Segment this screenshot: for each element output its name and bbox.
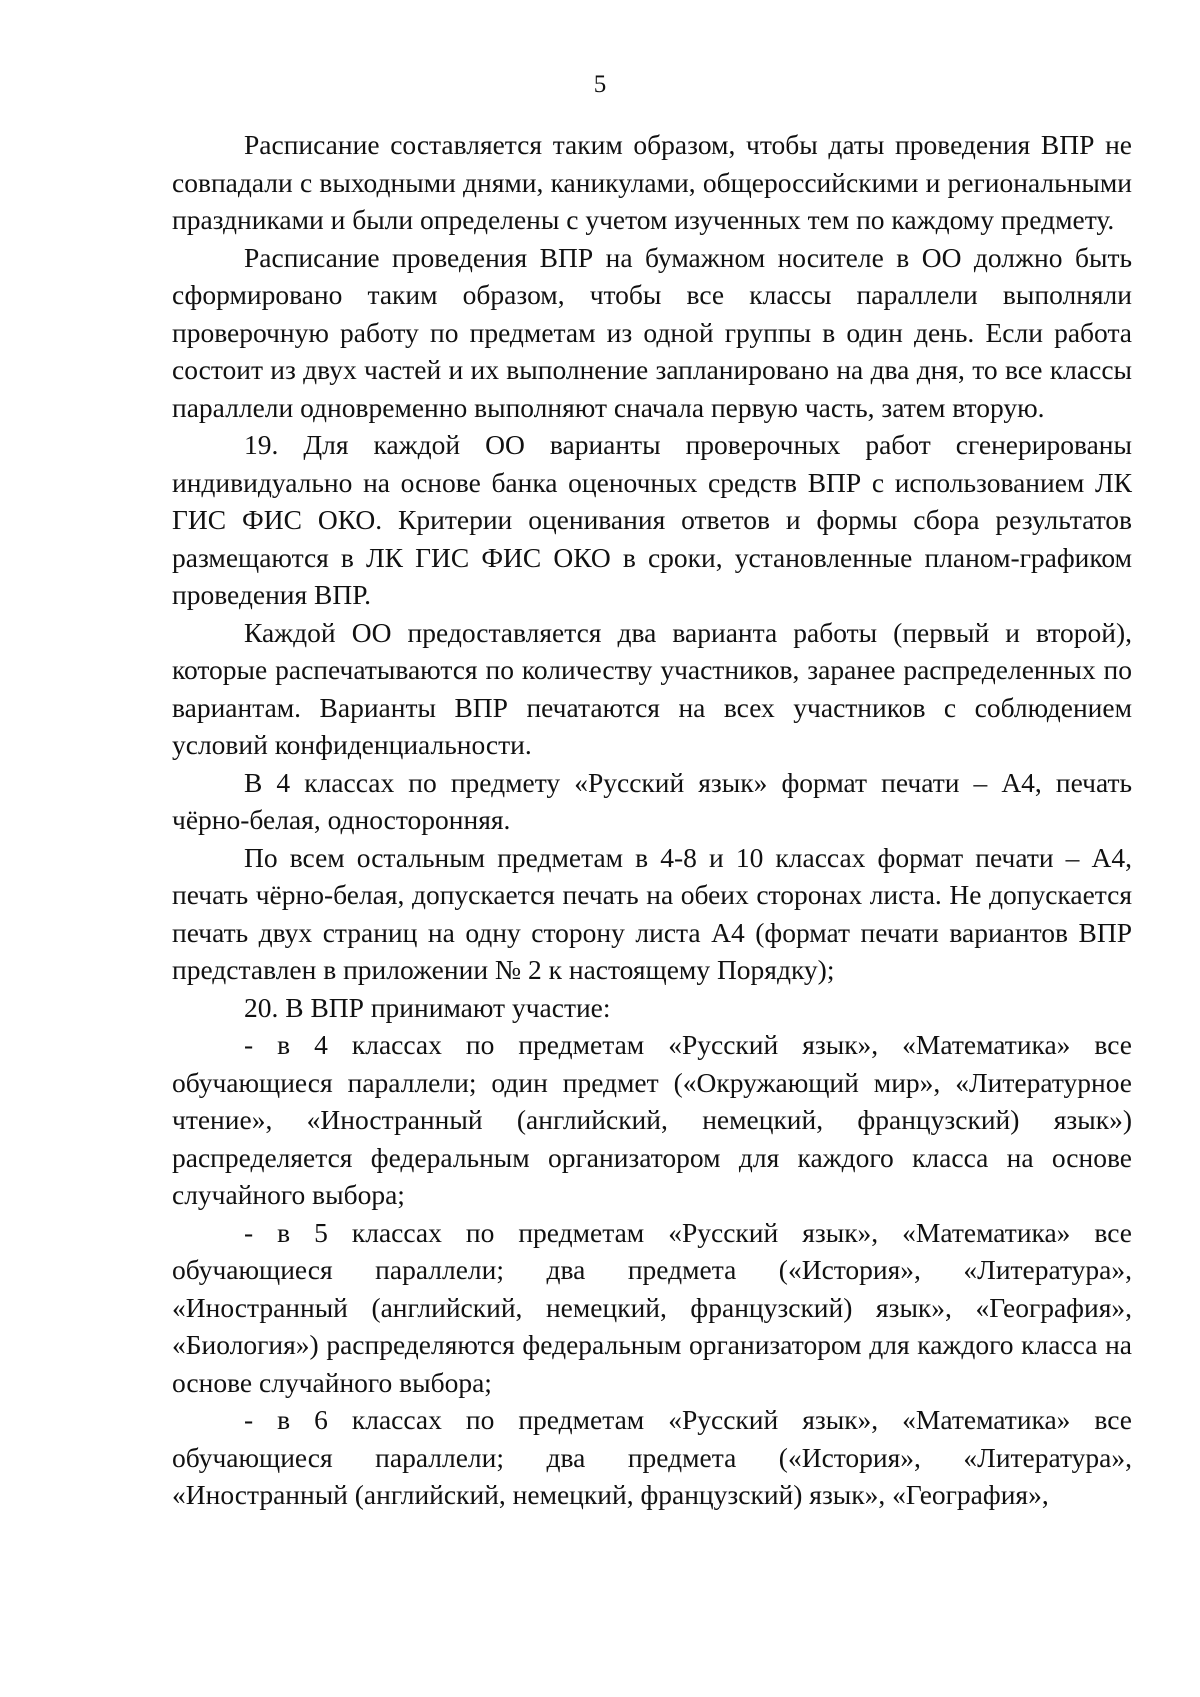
list-item-grade-4: - в 4 классах по предметам «Русский язык», «Математика» все обучающиеся параллели; один предмет («Окружающий мир», «Литературное чтение», «Иностранный (английский, немецкий, французский) язык») распределяется федеральным организатором для каждого класса на основе случайного выбора;: [172, 1029, 1132, 1210]
paragraph-item-19: 19. Для каждой ОО варианты проверочных работ сгенерированы индивидуально на основе банка оценочных средств ВПР с использованием ЛК ГИС ФИС ОКО. Критерии оценивания ответов и формы сбора результатов размещаются в ЛК ГИС ФИС ОКО в сроки, установленные планом-графиком проведения ВПР.: [172, 429, 1132, 610]
list-item-grade-5: - в 5 классах по предметам «Русский язык», «Математика» все обучающиеся параллели; два предмета («История», «Литература», «Иностранный (английский, немецкий, французский) язык», «География», «Биология») распределяются федеральным организатором для каждого класса на основе случайного выбора;: [172, 1216, 1132, 1398]
document-body: [172, 126, 1132, 1514]
paragraph-print-other: По всем остальным предметам в 4-8 и 10 классах формат печати – А4, печать чёрно-белая, допускается печать на обеих сторонах листа. Не допускается печать двух страниц на одну сторону листа А4 (формат печати вариантов ВПР представлен в приложении № 2 к настоящему Порядку);: [172, 841, 1132, 985]
paragraph-print-grade-4: В 4 классах по предмету «Русский язык» формат печати – А4, печать чёрно-белая, односторонняя.: [172, 766, 1132, 835]
paragraph-variants: Каждой ОО предоставляется два варианта работы (первый и второй), которые распечатываются по количеству участников, заранее распределенных по вариантам. Варианты ВПР печатаются на всех участников с соблюдением условий конфиденциальности.: [172, 616, 1132, 760]
page-number: 5: [593, 71, 607, 98]
paragraph-item-20: 20. В ВПР принимают участие:: [244, 991, 611, 1023]
paragraph-schedule-paper: Расписание проведения ВПР на бумажном носителе в ОО должно быть сформировано таким образом, чтобы все классы параллели выполняли проверочную работу по предметам из одной группы в один день. Если работа состоит из двух частей и их выполнение запланировано на два дня, то все классы параллели одновременно выполняют сначала первую часть, затем вторую.: [172, 241, 1132, 423]
list-item-grade-6: - в 6 классах по предметам «Русский язык», «Математика» все обучающиеся параллели; два предмета («История», «Литература», «Иностранный (английский, немецкий, французский) язык», «География»,: [172, 1404, 1132, 1510]
paragraph-schedule-dates: Расписание составляется таким образом, чтобы даты проведения ВПР не совпадали с выходными днями, каникулами, общероссийскими и региональными праздниками и были определены с учетом изученных тем по каждому предмету.: [172, 129, 1132, 235]
